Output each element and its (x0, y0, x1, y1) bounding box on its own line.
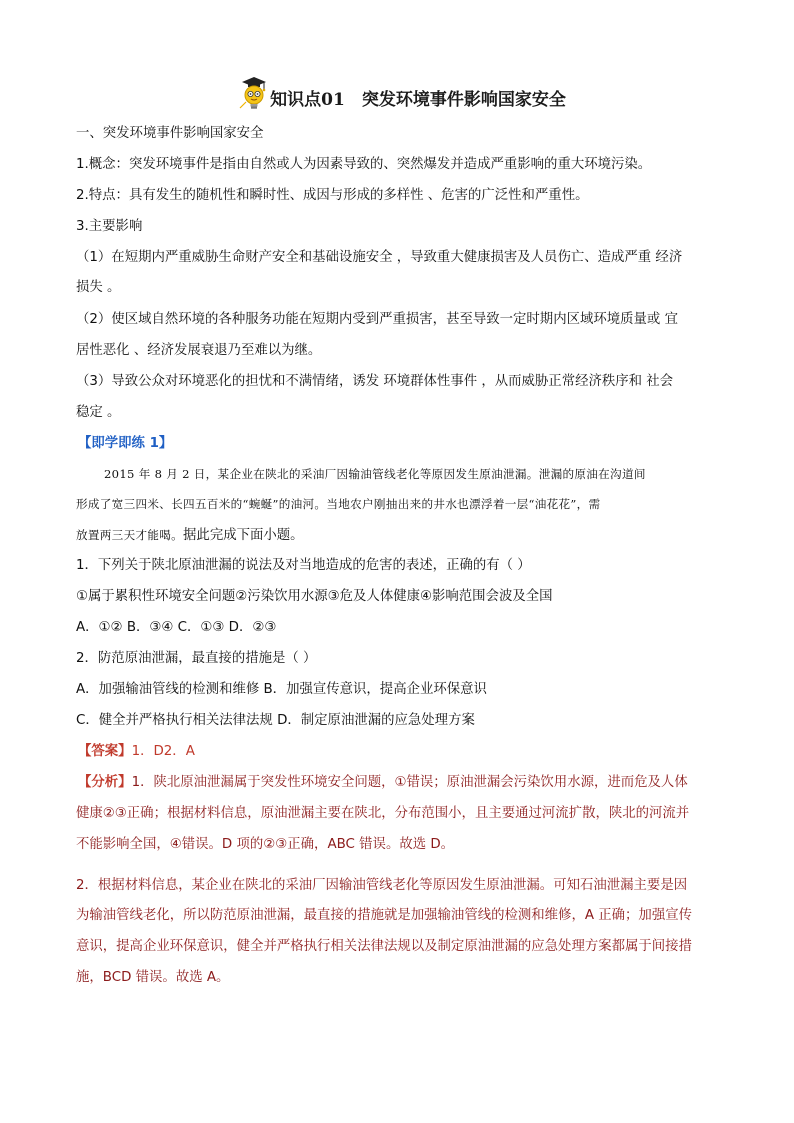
analysis-1-text-a: 1．陕北原油泄漏属于突发性环境安全问题，①错误；原油泄漏会污染饮用水源，进而危及人体 (131, 775, 688, 790)
analysis-line-1 (78, 773, 728, 793)
analysis-line-7: 施，BCD 错误。故选 A。 (76, 970, 230, 985)
impact-2-line-1: （2）使区域自然环境的各种服务功能在短期内受到严重损害，甚至导致一定时期内区域环境质量或 宜 (76, 312, 678, 327)
graduate-bulb-icon (238, 74, 268, 112)
answer-text: 1．D2．A (131, 744, 195, 759)
question-2: 2．防范原油泄漏，最直接的措施是（ ） (76, 651, 317, 666)
question-2-options-cd: C．健全并严格执行相关法律法规 D．制定原油泄漏的应急处理方案 (76, 713, 475, 728)
title-row (0, 74, 794, 114)
question-1: 1．下列关于陕北原油泄漏的说法及对当地造成的危害的表述，正确的有（ ） (76, 558, 531, 573)
impact-2-line-2: 居性恶化 、经济发展衰退乃至难以为继。 (76, 343, 322, 358)
analysis-line-5: 为输油管线老化，所以防范原油泄漏，最直接的措施就是加强输油管线的检测和维修，A 正确；加强宣传 (76, 908, 692, 923)
question-2-options-ab: A．加强输油管线的检测和维修 B．加强宣传意识，提高企业环保意识 (76, 682, 487, 697)
impact-1-line-1: （1）在短期内严重威胁生命财产安全和基础设施安全 ，导致重大健康损害及人员伤亡、造成严重 经济 (76, 250, 683, 265)
analysis-line-3: 不能影响全国，④错误。D 项的②③正确，ABC 错误。故选 D。 (76, 837, 455, 852)
question-1-items: ①属于累积性环境安全问题②污染饮用水源③危及人体健康④影响范围会波及全国 (76, 589, 553, 604)
concept-line: 1.概念：突发环境事件是指由自然或人为因素导致的、突然爆发并造成严重影响的重大环境污染。 (76, 157, 652, 172)
material-line-1: 2015 年 8 月 2 日，某企业在陕北的采油厂因输油管线老化等原因发生原油泄漏。泄漏的原油在沟道间 (104, 467, 646, 481)
material-line-3 (76, 525, 726, 546)
analysis-line-2: 健康②③正确；根据材料信息，原油泄漏主要在陕北，分布范围小，且主要通过河流扩散，陕北的河流并 (76, 806, 690, 821)
analysis-line-4: 2．根据材料信息，某企业在陕北的采油厂因输油管线老化等原因发生原油泄漏。可知石油泄漏主要是因 (76, 878, 688, 893)
answer-label: 【答案】 (78, 744, 132, 759)
material-line-3-rest: 据此完成下面小题。 (183, 528, 304, 543)
analysis-line-6: 意识，提高企业环保意识，健全并严格执行相关法律法规以及制定原油泄漏的应急处理方案都属于间接措 (76, 939, 692, 954)
analysis-label: 【分析】 (78, 775, 132, 790)
features-line: 2.特点：具有发生的随机性和瞬时性、成因与形成的多样性 、危害的广泛性和严重性。 (76, 188, 589, 203)
impact-3-line-2: 稳定 。 (76, 405, 121, 420)
impacts-heading: 3.主要影响 (76, 219, 143, 234)
practice-label: 【即学即练 1】 (78, 436, 173, 451)
page-title: 知识点01 突发环境事件影响国家安全 (270, 90, 566, 110)
impact-3-line-1: （3）导致公众对环境恶化的担忧和不满情绪，诱发 环境群体性事件 ，从而威胁正常经济秩序和 社会 (76, 374, 674, 389)
answer-line (78, 742, 728, 762)
impact-1-line-2: 损失 。 (76, 280, 121, 295)
material-line-3-serif: 放置两三天才能喝。 (76, 528, 184, 542)
question-1-options: A．①② B．③④ C．①③ D．②③ (76, 620, 277, 635)
material-line-2: 形成了宽三四米、长四五百米的“蜿蜒”的油河。当地农户刚抽出来的井水也漂浮着一层“油花花”，需 (76, 497, 601, 511)
section-heading: 一、突发环境事件影响国家安全 (76, 126, 264, 141)
